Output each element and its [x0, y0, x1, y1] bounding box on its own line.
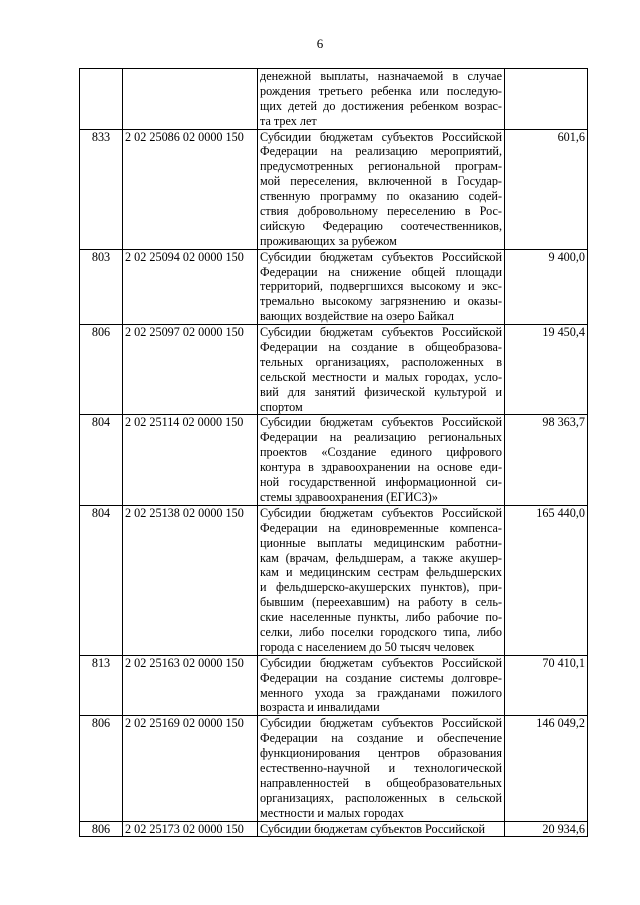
description-line: Федерации на создание в общеобразова- [260, 340, 502, 355]
budget-classification-code-cell: 2 02 25086 02 0000 150 [123, 129, 258, 249]
description-line: сийскую Федерацию соотечественников, [260, 218, 502, 233]
description-line: ной государственной информационной си- [260, 475, 502, 490]
budget-classification-code-cell: 2 02 25094 02 0000 150 [123, 249, 258, 324]
income-description-cell [258, 655, 505, 716]
amount-cell: 70 410,1 [505, 655, 588, 716]
description-line: контура в здравоохранении на основе еди- [260, 460, 502, 475]
description-line: ские населенные пункты, либо рабочие по- [260, 610, 502, 625]
admin-code-cell: 803 [80, 249, 123, 324]
admin-code-cell: 806 [80, 325, 123, 415]
budget-classification-code-cell: 2 02 25138 02 0000 150 [123, 505, 258, 655]
budget-classification-code-cell: 2 02 25169 02 0000 150 [123, 716, 258, 821]
description-line: организациях, расположенных в сельской [260, 790, 502, 805]
amount-cell [505, 69, 588, 130]
table-row [80, 129, 588, 249]
admin-code-cell: 804 [80, 415, 123, 505]
description-line: менного ухода за гражданами пожилого [260, 685, 502, 700]
description-line: проектов «Создание единого цифрового [260, 445, 502, 460]
admin-code-cell: 833 [80, 129, 123, 249]
description-line: сельской местности и малых городах, усло- [260, 369, 502, 384]
budget-classification-code-cell [123, 69, 258, 130]
description-line: ственную программу по оказанию содей- [260, 189, 502, 204]
table-row [80, 249, 588, 324]
amount-cell: 601,6 [505, 129, 588, 249]
budget-table [79, 68, 588, 837]
description-line: ствия добровольному переселению в Рос- [260, 204, 502, 219]
description-line: Субсидии бюджетам субъектов Российской [260, 249, 502, 264]
description-line: тельных организациях, расположенных в [260, 354, 502, 369]
budget-classification-code-cell: 2 02 25163 02 0000 150 [123, 655, 258, 716]
description-line: Федерации на создание системы долговре- [260, 670, 502, 685]
description-line: мой переселения, включенной в Государ- [260, 174, 502, 189]
description-line: кам (врачам, фельдшерам, а также акушер- [260, 550, 502, 565]
description-line: денежной выплаты, назначаемой в случае [260, 69, 502, 83]
description-line: стемы здравоохранения (ЕГИСЗ)» [260, 489, 438, 504]
admin-code-cell: 804 [80, 505, 123, 655]
income-description-cell [258, 415, 505, 505]
income-description-cell [258, 716, 505, 821]
income-description-cell [258, 821, 505, 837]
budget-classification-code-cell: 2 02 25173 02 0000 150 [123, 821, 258, 837]
income-description-cell [258, 249, 505, 324]
description-line: бывшим (переехавшим) на работу в сель- [260, 595, 502, 610]
income-description-cell [258, 69, 505, 130]
table-row [80, 655, 588, 716]
table-row [80, 69, 588, 130]
description-line: естественно-научной и технологической [260, 760, 502, 775]
description-line: города с населением до 50 тысяч человек [260, 639, 475, 654]
amount-cell: 19 450,4 [505, 325, 588, 415]
table-row [80, 415, 588, 505]
amount-cell: 20 934,6 [505, 821, 588, 837]
description-line: Субсидии бюджетам субъектов Российской [260, 129, 502, 144]
description-line: кам и медицинским сестрам фельдшерских [260, 565, 502, 580]
description-line: возраста и инвалидами [260, 700, 380, 715]
description-line: рождения третьего ребенка или последую- [260, 83, 502, 98]
budget-table-body [80, 69, 588, 837]
description-line: Федерации на снижение общей площади [260, 264, 502, 279]
description-line: проживающих за рубежом [260, 233, 397, 248]
description-line: селки, либо поселки городского типа, либо [260, 624, 502, 639]
description-line: Федерации на единовременные компенса- [260, 520, 502, 535]
amount-cell: 9 400,0 [505, 249, 588, 324]
description-line: та трех лет [260, 113, 317, 128]
description-line: тремально высокому загрязнению и оказы- [260, 294, 502, 309]
description-line: Федерации на реализацию мероприятий, [260, 144, 502, 159]
description-line: и фельдшерско-акушерских пунктов), при- [260, 580, 502, 595]
description-line: Субсидии бюджетам субъектов Российской [260, 325, 502, 340]
income-description-cell [258, 325, 505, 415]
budget-classification-code-cell: 2 02 25114 02 0000 150 [123, 415, 258, 505]
admin-code-cell: 806 [80, 716, 123, 821]
description-line: Субсидии бюджетам субъектов Российской [260, 655, 502, 670]
admin-code-cell: 806 [80, 821, 123, 837]
description-line: функционирования центров образования [260, 746, 502, 761]
budget-classification-code-cell: 2 02 25097 02 0000 150 [123, 325, 258, 415]
description-line: Субсидии бюджетам субъектов Российской [260, 415, 502, 430]
table-row [80, 505, 588, 655]
description-line: предусмотренных региональной програм- [260, 159, 502, 174]
table-row [80, 325, 588, 415]
description-line: спортом [260, 399, 303, 414]
description-line: вающих воздействие на озеро Байкал [260, 309, 454, 324]
description-line: Субсидии бюджетам субъектов Российской [260, 716, 502, 731]
description-line: территорий, подвергшихся высокому и экс- [260, 279, 502, 294]
description-line: щих детей до достижения ребенком возрас- [260, 98, 502, 113]
income-description-cell [258, 505, 505, 655]
description-line: направленностей в общеобразовательных [260, 775, 502, 790]
description-line: Субсидии бюджетам субъектов Российской [260, 505, 502, 520]
page-number: 6 [316, 36, 324, 51]
admin-code-cell [80, 69, 123, 130]
description-line: Федерации на создание и обеспечение [260, 731, 502, 746]
table-row [80, 821, 588, 837]
description-line: местности и малых городах [260, 805, 404, 820]
admin-code-cell: 813 [80, 655, 123, 716]
description-line: вий для занятий физической культурой и [260, 384, 502, 399]
description-line: Федерации на реализацию региональных [260, 430, 502, 445]
amount-cell: 165 440,0 [505, 505, 588, 655]
description-line: Субсидии бюджетам субъектов Российской [260, 821, 486, 836]
description-line: ционные выплаты медицинским работни- [260, 535, 502, 550]
table-row [80, 716, 588, 821]
amount-cell: 146 049,2 [505, 716, 588, 821]
amount-cell: 98 363,7 [505, 415, 588, 505]
income-description-cell [258, 129, 505, 249]
